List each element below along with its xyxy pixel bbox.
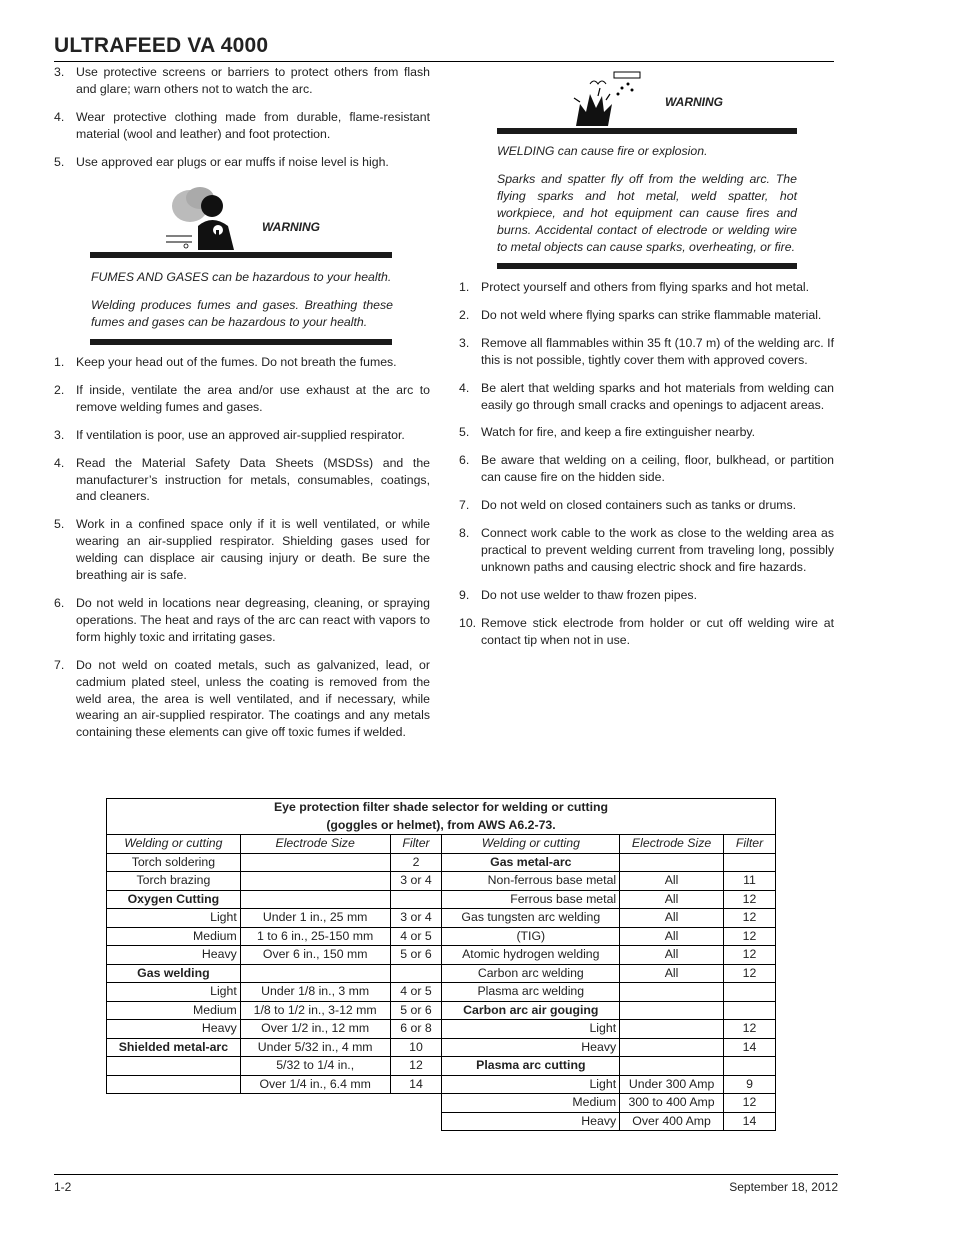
list-item: 4. Be alert that welding sparks and hot materials from welding can easily go through small cracks and openings to adjacent areas. — [459, 380, 834, 412]
table-row: Torch brazing 3 or 4 Non-ferrous base metal All 11 — [107, 872, 776, 891]
list-item: 7. Do not weld on coated metals, such as galvanized, lead, or cadmium plated steel, unless the coating is removed from the weld area, the area is well ventilated, and if necessary, while wearing an air-supplied respirator. The coatings and any metals containing these elements can give off toxic fumes if welded. — [54, 657, 430, 740]
table-row: Shielded metal-arc Under 5/32 in., 4 mm 10 Heavy 14 — [107, 1038, 776, 1057]
fire-warning-bottom-bar — [497, 263, 797, 269]
list-item: 1. Protect yourself and others from flying sparks and hot metal. — [459, 280, 810, 294]
list-item: 2. Do not weld where flying sparks can strike flammable material. — [459, 307, 822, 322]
fire-warning-line2: Sparks and spatter fly off from the welding arc. The flying sparks and hot metal, weld spatter, hot workpiece, and hot equipment can cause fires and burns. Accidental contact of electrode or welding wire to metal objects can cause sparks, overheating, or fire. — [497, 171, 797, 254]
list-item: 5. Use approved ear plugs or ear muffs if noise level is high. — [54, 154, 389, 169]
list-item: 6. Do not weld in locations near degreasing, cleaning, or spraying operations. The heat and rays of the arc can react with vapors to form highly toxic and irritating gases. — [54, 595, 430, 644]
fire-warning-line1: WELDING can cause fire or explosion. — [497, 144, 708, 158]
fumes-warning-text — [91, 269, 393, 342]
list-item: 5. Work in a confined space only if it is well ventilated, or while wearing an air-supplied respirator. Shielding gases used for welding can displace air causing injury or death. Be sure the breathing air is safe. — [54, 517, 430, 583]
fire-warning-top-bar — [497, 128, 797, 134]
footer-rule — [54, 1174, 838, 1175]
table-row: 5/32 to 1/4 in., 12 Plasma arc cutting — [107, 1057, 776, 1076]
list-item: 6. Be aware that welding on a ceiling, floor, bulkhead, or partition can cause fire on the hidden side. — [459, 453, 834, 485]
list-item: 7. Do not weld on closed containers such as tanks or drums. — [459, 498, 797, 513]
table-row: Light Under 1 in., 25 mm 3 or 4 Gas tungsten arc welding All 12 — [107, 909, 776, 928]
column-header: Filter — [724, 835, 776, 854]
table-row: Over 1/4 in., 6.4 mm 14 Light Under 300 Amp 9 — [107, 1075, 776, 1094]
list-item: 3. Remove all flammables within 35 ft (10.7 m) of the welding arc. If this is not possible, tightly cover them with approved covers. — [459, 335, 834, 367]
left-top-list — [54, 64, 430, 182]
table-row: Medium 1 to 6 in., 25-150 mm 4 or 5 (TIG) All 12 — [107, 927, 776, 946]
fire-warning-text — [497, 143, 797, 266]
header-rule — [54, 61, 834, 62]
table-row: Heavy Over 6 in., 150 mm 5 or 6 Atomic hydrogen welding All 12 — [107, 946, 776, 965]
table-row: Gas welding Carbon arc welding All 12 — [107, 964, 776, 983]
fumes-warning-label: WARNING — [262, 220, 320, 234]
table-row: Medium 1/8 to 1/2 in., 3-12 mm 5 or 6 Carbon arc air gouging — [107, 1001, 776, 1020]
column-header: Electrode Size — [240, 835, 390, 854]
column-header: Welding or cutting — [107, 835, 241, 854]
page-title: ULTRAFEED VA 4000 — [54, 34, 269, 57]
list-item: 4. Wear protective clothing made from durable, flame-resistant material (wool and leather) and foot protection. — [54, 109, 430, 141]
table-row: Heavy Over 1/2 in., 12 mm 6 or 8 Light 12 — [107, 1020, 776, 1039]
table-header-row — [107, 835, 776, 854]
list-item: 8. Connect work cable to the work as close to the welding area as practical to prevent welding current from traveling long, possibly unknown paths and causing electric shock and fire hazards. — [459, 526, 834, 574]
column-header: Welding or cutting — [442, 835, 620, 854]
table-row: Medium 300 to 400 Amp 12 — [107, 1094, 776, 1113]
list-item: 9. Do not use welder to thaw frozen pipes. — [459, 587, 698, 602]
list-item: 4. Read the Material Safety Data Sheets (MSDSs) and the manufacturer’s instruction for metals, consumables, coatings, and cleaners. — [54, 455, 430, 504]
right-list — [459, 279, 834, 660]
column-header: Electrode Size — [620, 835, 724, 854]
left-list — [54, 354, 430, 752]
footer-date: September 18, 2012 — [729, 1180, 838, 1194]
list-item: 2. If inside, ventilate the area and/or use exhaust at the arc to remove welding fumes and gases. — [54, 382, 430, 414]
table-title-line2: (goggles or helmet), from AWS A6.2-73. — [107, 817, 776, 835]
fumes-warning-icon — [164, 186, 244, 250]
table-row: Torch soldering 2 Gas metal-arc — [107, 853, 776, 872]
fumes-warning-bottom-bar — [90, 339, 392, 345]
list-item: 10. Remove stick electrode from holder or cut off welding wire at contact tip when not in use. — [459, 615, 834, 647]
fumes-warning-line2: Welding produces fumes and gases. Breathing these fumes and gases can be hazardous to your health. — [91, 297, 393, 329]
table-row: Oxygen Cutting Ferrous base metal All 12 — [107, 890, 776, 909]
table-title-line1: Eye protection filter shade selector for welding or cutting — [107, 799, 776, 817]
fire-warning-label: WARNING — [665, 95, 723, 109]
fumes-warning-line1: FUMES AND GASES can be hazardous to your health. — [91, 270, 392, 284]
fumes-warning-top-bar — [90, 252, 392, 258]
list-item: 1. Keep your head out of the fumes. Do not breath the fumes. — [54, 355, 397, 369]
column-header: Filter — [390, 835, 442, 854]
list-item: 5. Watch for fire, and keep a fire extinguisher nearby. — [459, 425, 756, 440]
list-item: 3. If ventilation is poor, use an approved air-supplied respirator. — [54, 427, 405, 442]
filter-shade-table — [106, 798, 776, 1131]
table-row: Heavy Over 400 Amp 14 — [107, 1112, 776, 1131]
list-item: 3. Use protective screens or barriers to protect others from flash and glare; warn others not to watch the arc. — [54, 65, 430, 96]
table-row: Light Under 1/8 in., 3 mm 4 or 5 Plasma arc welding — [107, 983, 776, 1002]
fire-warning-icon — [570, 68, 646, 128]
page-number: 1-2 — [54, 1180, 72, 1194]
